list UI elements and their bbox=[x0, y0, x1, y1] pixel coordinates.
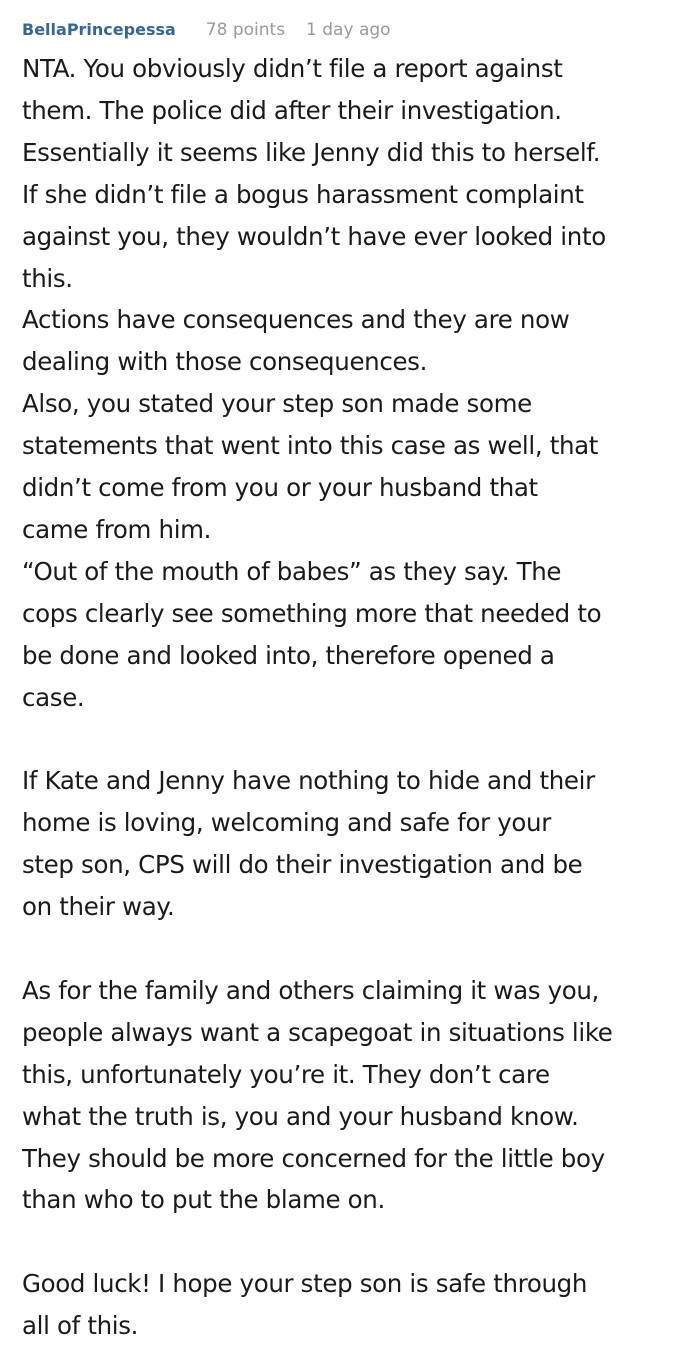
comment-line: As for the family and others claiming it was you, bbox=[22, 975, 599, 1005]
paragraph-gap bbox=[22, 1221, 682, 1263]
comment-line: Actions have consequences and they are now bbox=[22, 305, 570, 335]
comment-line: on their way. bbox=[22, 892, 175, 922]
points-count: 78 points bbox=[205, 20, 286, 40]
comment-line: people always want a scapegoat in situations like bbox=[22, 1017, 613, 1047]
comment-line: didn’t come from you or your husband that bbox=[22, 473, 538, 503]
comment-line: statements that went into this case as well, that bbox=[22, 431, 599, 461]
comment-line: be done and looked into, therefore opened a bbox=[22, 640, 555, 670]
comment-line: case. bbox=[22, 682, 85, 712]
timestamp: 1 day ago bbox=[306, 20, 391, 40]
comment-line: step son, CPS will do their investigation and be bbox=[22, 850, 583, 880]
comment-line: If Kate and Jenny have nothing to hide and their bbox=[22, 766, 595, 796]
comment-line: cops clearly see something more that needed to bbox=[22, 598, 602, 628]
comment-body bbox=[22, 48, 682, 1347]
comment-line: Essentially it seems like Jenny did this to herself. bbox=[22, 137, 601, 167]
author-link[interactable]: BellaPrincepessa bbox=[22, 20, 176, 39]
comment bbox=[22, 18, 682, 1347]
comment-line: this, unfortunately you’re it. They don’t care bbox=[22, 1059, 550, 1089]
comment-line: against you, they wouldn’t have ever looked into bbox=[22, 221, 606, 251]
comment-line: came from him. bbox=[22, 514, 212, 544]
comment-line: “Out of the mouth of babes” as they say. The bbox=[22, 556, 562, 586]
comment-paragraph bbox=[22, 970, 682, 1221]
comment-line: what the truth is, you and your husband know. bbox=[22, 1101, 579, 1131]
comment-line: all of this. bbox=[22, 1311, 139, 1341]
comment-paragraph bbox=[22, 1263, 682, 1347]
comment-line: this. bbox=[22, 263, 73, 293]
comment-paragraph bbox=[22, 48, 682, 719]
comment-line: Good luck! I hope your step son is safe through bbox=[22, 1269, 588, 1299]
comment-line: than who to put the blame on. bbox=[22, 1185, 385, 1215]
comment-meta bbox=[22, 18, 682, 42]
comment-line: They should be more concerned for the little boy bbox=[22, 1143, 605, 1173]
paragraph-gap bbox=[22, 928, 682, 970]
comment-line: dealing with those consequences. bbox=[22, 347, 428, 377]
comment-line: home is loving, welcoming and safe for your bbox=[22, 808, 551, 838]
comment-line: NTA. You obviously didn’t file a report against bbox=[22, 54, 563, 83]
comment-line: If she didn’t file a bogus harassment complaint bbox=[22, 179, 584, 209]
comment-paragraph bbox=[22, 760, 682, 928]
paragraph-gap bbox=[22, 719, 682, 761]
comment-line: them. The police did after their investigation. bbox=[22, 95, 562, 125]
comment-line: Also, you stated your step son made some bbox=[22, 389, 532, 419]
